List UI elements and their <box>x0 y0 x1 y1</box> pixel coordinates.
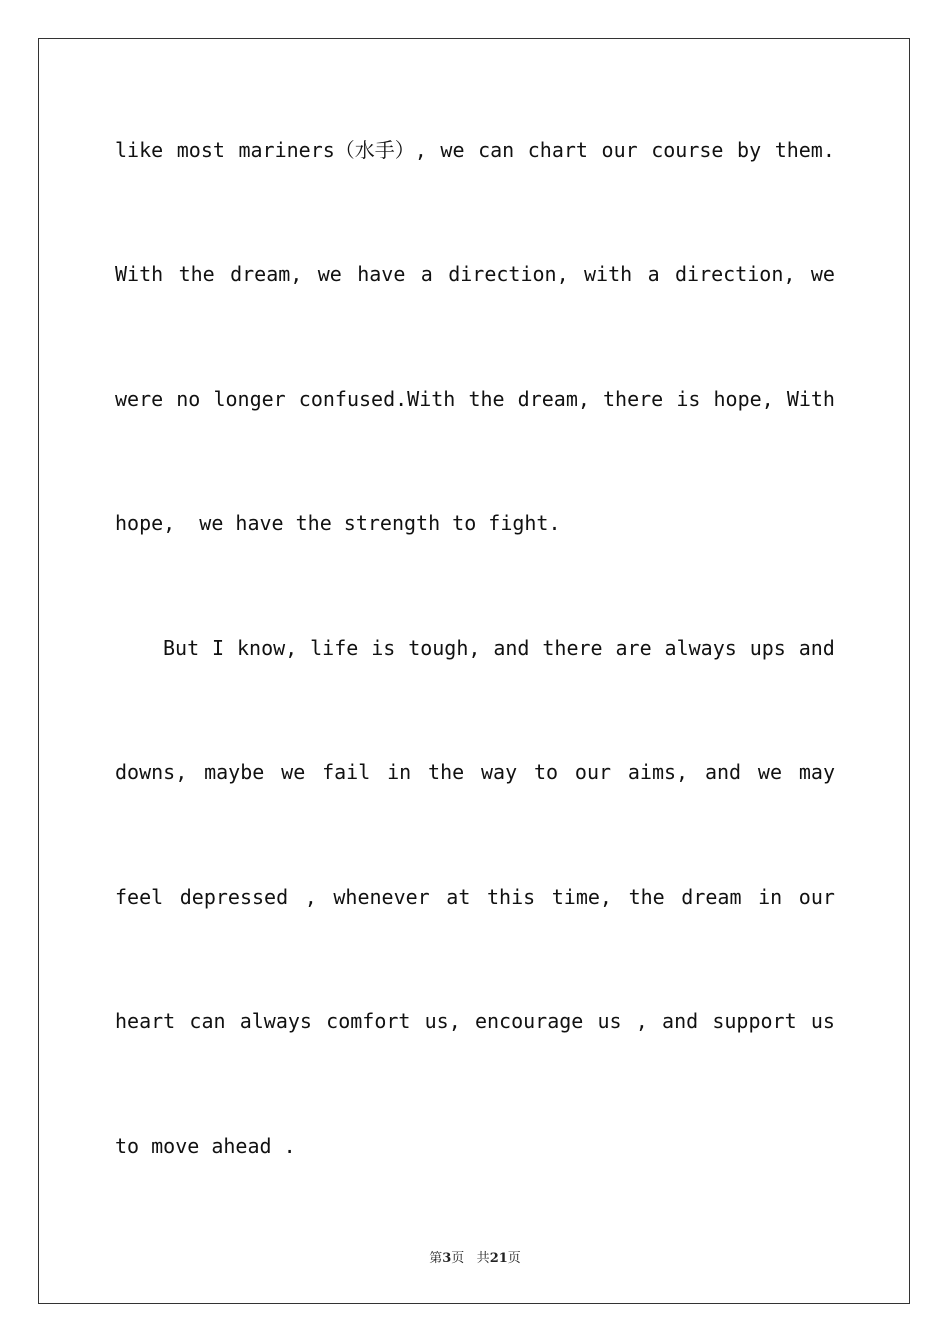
text-line-4: hope, we have the strength to fight. <box>115 511 561 535</box>
text-line-2: With the dream, we have a direction, with a direction, we <box>115 262 835 286</box>
text-line-5: But I know, life is tough, and there are always ups and <box>163 636 835 660</box>
text-line-6: downs, maybe we fail in the way to our aims, and we may <box>115 760 835 784</box>
total-page-count: 21 <box>489 1251 508 1266</box>
current-page-number: 3 <box>442 1251 452 1266</box>
text-line-8: heart can always comfort us, encourage us , and support us <box>115 1009 835 1033</box>
text-line-9: to move ahead . <box>115 1134 296 1158</box>
footer-page-word: 页 <box>451 1251 465 1266</box>
page-border <box>38 38 910 1304</box>
text-line-7: feel depressed , whenever at this time, the dream in our <box>115 885 835 909</box>
footer-total-word: 页 <box>507 1251 521 1266</box>
page-footer <box>0 1247 950 1266</box>
text-line-1: like most mariners（水手）, we can chart our course by them. <box>115 138 835 162</box>
text-line-3: were no longer confused.With the dream, there is hope, With <box>115 387 835 411</box>
footer-prefix: 第 <box>429 1251 443 1266</box>
footer-total-prefix: 共 <box>476 1251 490 1266</box>
